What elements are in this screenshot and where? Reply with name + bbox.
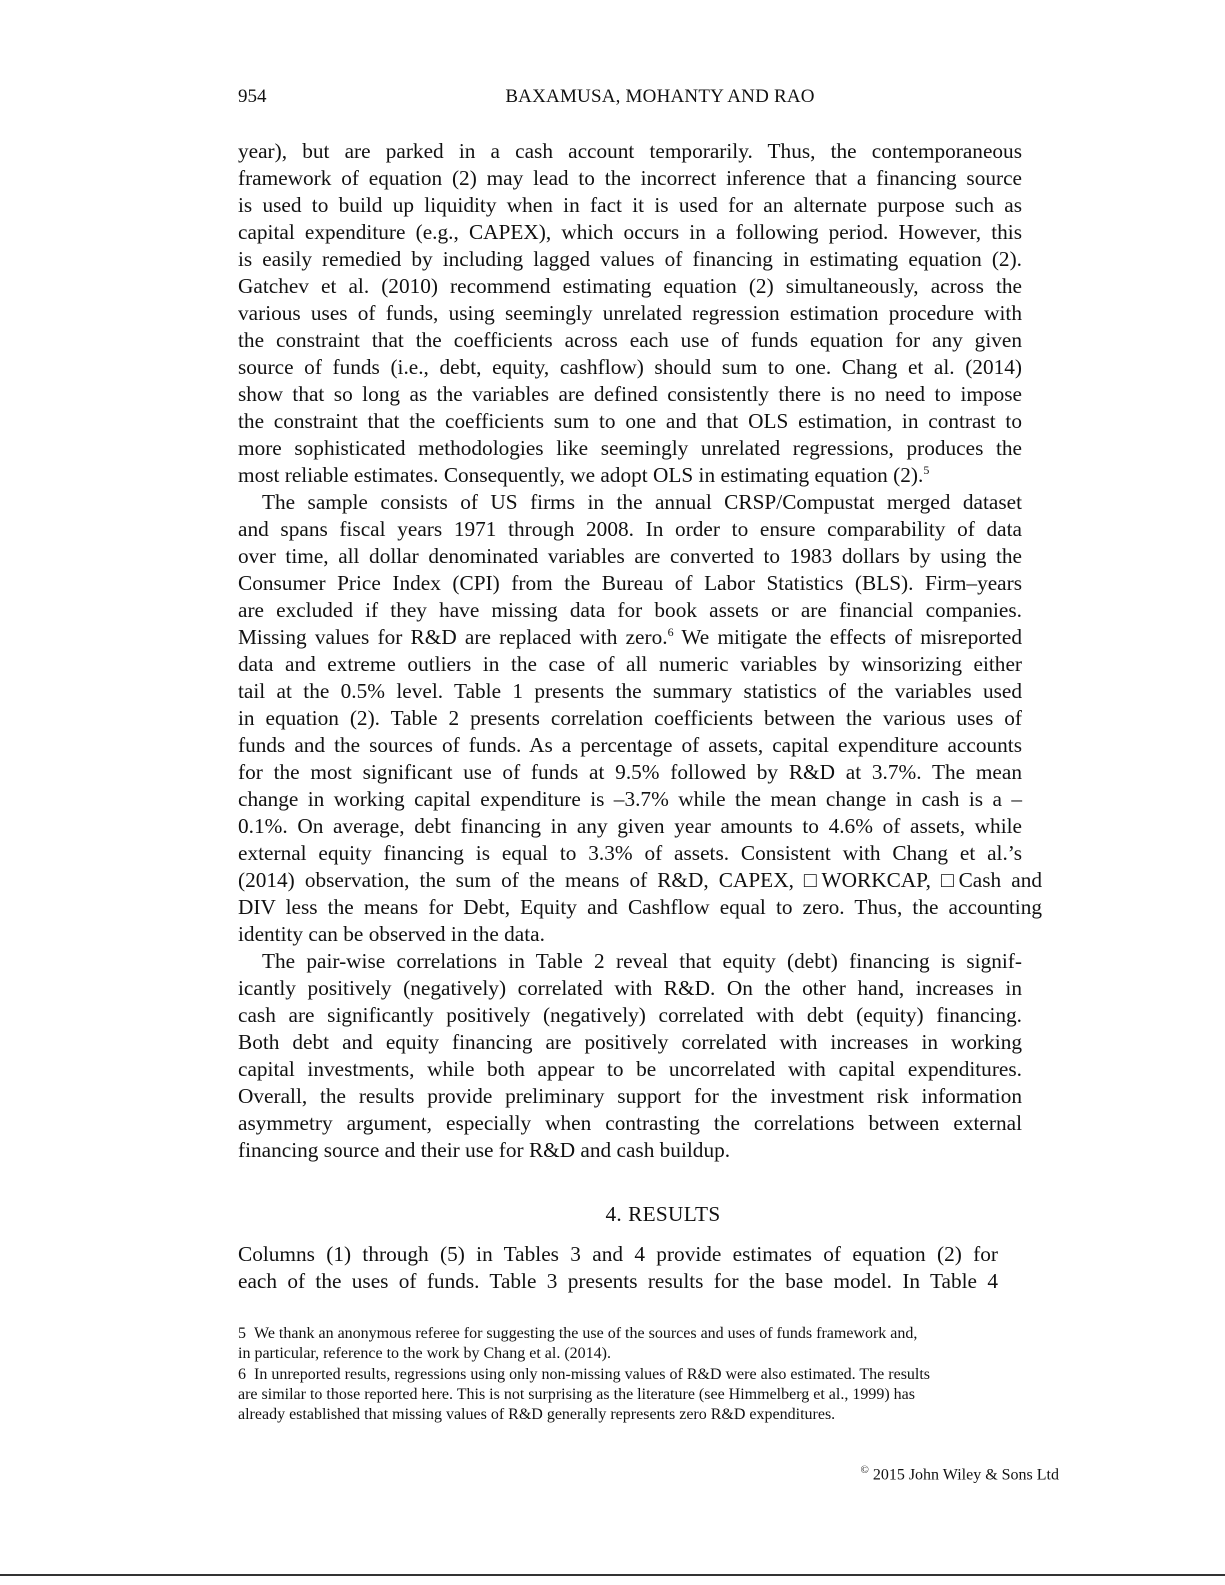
footnote-ref-6[interactable]: 6 <box>667 624 674 639</box>
copyright-text: 2015 John Wiley & Sons Ltd <box>872 1466 1059 1484</box>
text-line: over time, all dollar denominated variables are converted to 1983 dollars by using the <box>238 544 1022 568</box>
text-line: The sample consists of US firms in the annual CRSP/Compustat merged dataset <box>262 490 1022 514</box>
text-line: capital investments, while both appear to be uncorrelated with capital expenditures. <box>238 1057 1022 1081</box>
text-line: source of funds (i.e., debt, equity, cashflow) should sum to one. Chang et al. (2014) <box>238 355 1022 379</box>
text-line: The pair-wise correlations in Table 2 reveal that equity (debt) financing is signif- <box>262 949 1022 973</box>
text-line: financing source and their use for R&D and cash buildup. <box>238 1138 731 1162</box>
text-line-content: Missing values for R&D are replaced with zero. <box>238 625 668 649</box>
body-text <box>238 138 1042 1164</box>
text-line: the constraint that the coefficients sum to one and that OLS estimation, in contrast to <box>238 409 1022 433</box>
section-title: RESULTS <box>628 1202 721 1226</box>
text-line: year), but are parked in a cash account temporarily. Thus, the contemporaneous <box>238 139 1022 163</box>
text-line: change in working capital expenditure is –3.7% while the mean change in cash is a – <box>238 787 1022 811</box>
text-line: show that so long as the variables are defined consistently there is no need to impose <box>238 382 1022 406</box>
text-line: icantly positively (negatively) correlated with R&D. On the other hand, increases in <box>238 976 1022 1000</box>
section-heading <box>238 1201 1022 1228</box>
text-line: in equation (2). Table 2 presents correlation coefficients between the various uses of <box>238 706 1022 730</box>
page-bottom-rule <box>0 1574 1225 1576</box>
footnotes <box>238 1324 1022 1425</box>
footnote-text: We thank an anonymous referee for suggesting the use of the sources and uses of funds framework and, <box>254 1325 918 1342</box>
footnote-number: 6 <box>238 1365 246 1383</box>
copyright-footer <box>860 1460 1059 1485</box>
text-line: Overall, the results provide preliminary support for the investment risk information <box>238 1084 1022 1108</box>
text-line: (2014) observation, the sum of the means of R&D, CAPEX, □WORKCAP, □Cash and <box>238 868 1042 892</box>
footnote-text: in particular, reference to the work by Chang et al. (2014). <box>238 1345 611 1363</box>
text-line: tail at the 0.5% level. Table 1 presents the summary statistics of the variables used <box>238 679 1022 703</box>
text-line: is used to build up liquidity when in fact it is used for an alternate purpose such as <box>238 193 1022 217</box>
footnote-text: already established that missing values of R&D generally represents zero R&D expenditures. <box>238 1406 836 1424</box>
text-line: are excluded if they have missing data for book assets or are financial companies. <box>238 598 1022 622</box>
text-line: funds and the sources of funds. As a percentage of assets, capital expenditure accounts <box>238 733 1022 757</box>
page-header <box>238 84 1022 110</box>
text-line-content: We mitigate the effects of misreported <box>673 625 1023 649</box>
results-paragraph <box>238 1241 998 1295</box>
text-line: Consumer Price Index (CPI) from the Bureau of Labor Statistics (BLS). Firm–years <box>238 571 1022 595</box>
text-line: cash are significantly positively (negatively) correlated with debt (equity) financing. <box>238 1003 1022 1027</box>
text-line: the constraint that the coefficients across each use of funds equation for any given <box>238 328 1022 352</box>
paragraph-2 <box>238 489 1042 948</box>
section-number: 4. <box>605 1202 623 1226</box>
text-line <box>238 624 1022 651</box>
text-line: various uses of funds, using seemingly unrelated regression estimation procedure with <box>238 301 1022 325</box>
text-line: Both debt and equity financing are positively correlated with increases in working <box>238 1030 1022 1054</box>
text-line: for the most significant use of funds at 9.5% followed by R&D at 3.7%. The mean <box>238 760 1022 784</box>
text-line: 0.1%. On average, debt financing in any given year amounts to 4.6% of assets, while <box>238 814 1022 838</box>
copyright-symbol: © <box>860 1464 869 1476</box>
text-line: Gatchev et al. (2010) recommend estimating equation (2) simultaneously, across the <box>238 274 1022 298</box>
text-line: and spans fiscal years 1971 through 2008. In order to ensure comparability of data <box>238 517 1022 541</box>
footnote-5 <box>238 1324 1022 1365</box>
text-line-content: most reliable estimates. Consequently, we adopt OLS in estimating equation (2). <box>238 463 924 487</box>
text-line: Columns (1) through (5) in Tables 3 and 4 provide estimates of equation (2) for <box>238 1242 998 1266</box>
paragraph-1 <box>238 138 1022 489</box>
text-line: framework of equation (2) may lead to the incorrect inference that a financing source <box>238 166 1022 190</box>
footnote-ref-5[interactable]: 5 <box>923 462 930 477</box>
text-line: DIV less the means for Debt, Equity and Cashflow equal to zero. Thus, the accounting <box>238 895 1042 919</box>
text-line: external equity financing is equal to 3.3% of assets. Consistent with Chang et al.’s <box>238 841 1022 865</box>
text-line: is easily remedied by including lagged values of financing in estimating equation (2). <box>238 247 1022 271</box>
running-head: BAXAMUSA, MOHANTY AND RAO <box>505 86 815 107</box>
footnote-number: 5 <box>238 1325 246 1342</box>
text-line: each of the uses of funds. Table 3 presents results for the base model. In Table 4 <box>238 1269 998 1293</box>
text-line: identity can be observed in the data. <box>238 922 545 946</box>
text-line: data and extreme outliers in the case of all numeric variables by winsorizing either <box>238 652 1022 676</box>
footnote-text: are similar to those reported here. This is not surprising as the literature (see Himmelberg et al., 1999) has <box>238 1385 915 1403</box>
page-number: 954 <box>238 86 267 107</box>
text-line: capital expenditure (e.g., CAPEX), which occurs in a following period. However, this <box>238 220 1022 244</box>
footnote-6 <box>238 1365 1022 1426</box>
paragraph-3 <box>238 948 1022 1164</box>
footnote-text: In unreported results, regressions using only non-missing values of R&D were also estimated. The results <box>254 1365 931 1383</box>
text-line: more sophisticated methodologies like seemingly unrelated regressions, produces the <box>238 436 1022 460</box>
text-line <box>238 462 1022 489</box>
text-line: asymmetry argument, especially when contrasting the correlations between external <box>238 1111 1022 1135</box>
